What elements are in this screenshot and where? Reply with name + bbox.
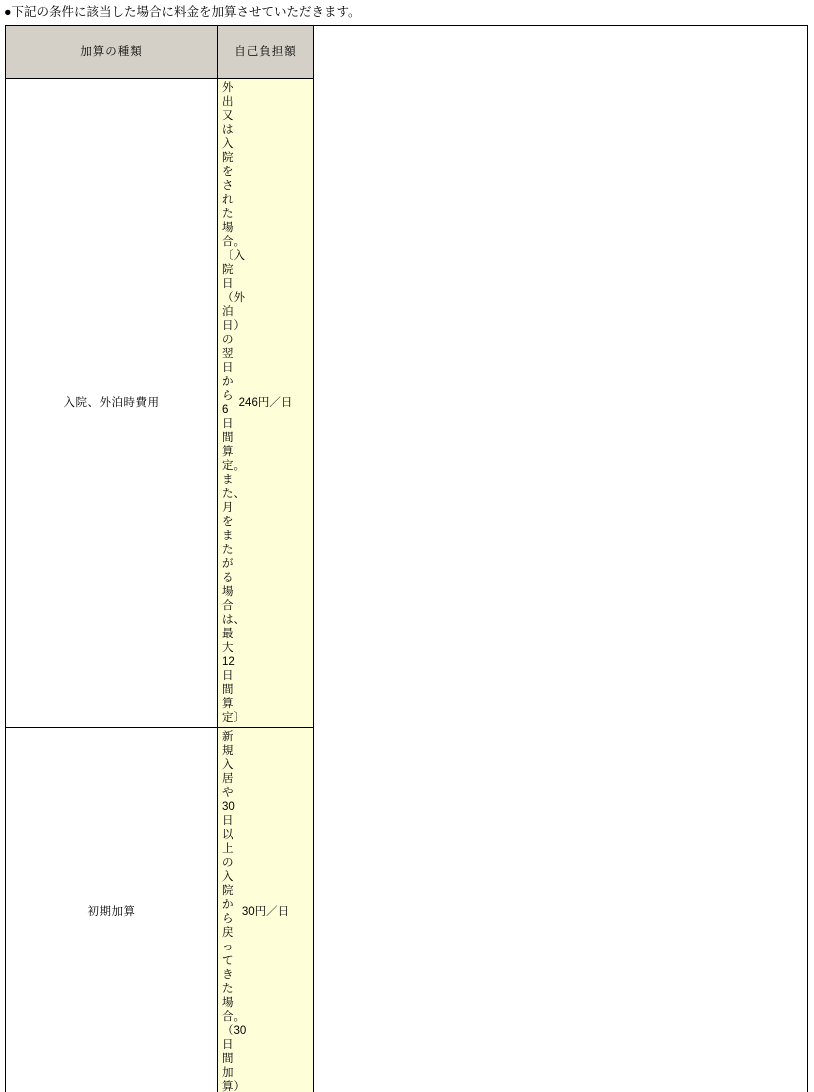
row-amount: 30円／日 xyxy=(218,728,314,1092)
row-name: 初期加算 xyxy=(6,728,218,1092)
row-name: 入院、外泊時費用 xyxy=(6,79,218,728)
header-amount: 自己負担額 xyxy=(218,26,314,79)
lead-text: ●下記の条件に該当した場合に料金を加算させていただきます。 xyxy=(0,0,814,25)
table-row xyxy=(6,728,808,1092)
row-amount: 246円／日 xyxy=(218,79,314,728)
fee-addition-table xyxy=(5,25,808,1092)
table-header-row xyxy=(6,26,808,79)
table-row xyxy=(6,79,808,728)
header-kind: 加算の種類 xyxy=(6,26,218,79)
